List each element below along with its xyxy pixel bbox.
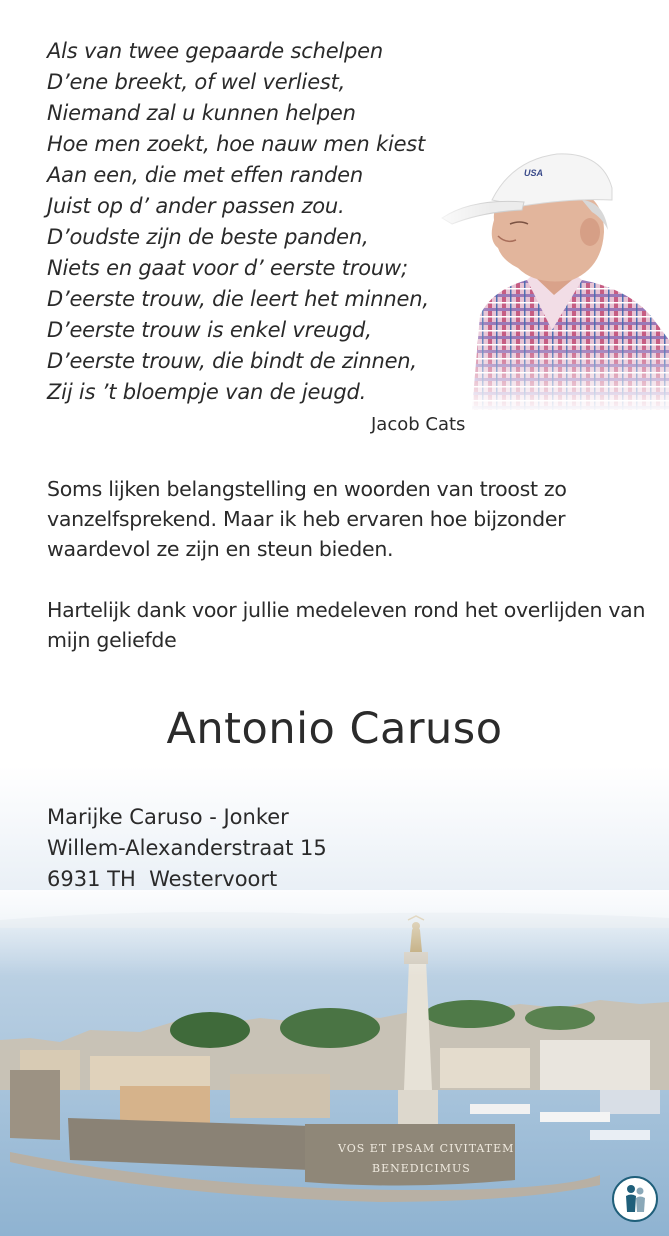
couple-logo-icon [612,1176,658,1222]
poem-author: Jacob Cats [371,414,466,435]
poem-line: Hoe men zoekt, hoe nauw men kiest [47,132,426,156]
poem-line: Niets en gaat voor d’ eerste trouw; [47,256,408,280]
poem-line: Niemand zal u kunnen helpen [47,101,356,125]
poem-line: Zij is ’t bloempje van de jeugd. [47,380,367,404]
thanks-paragraph-2: Hartelijk dank voor jullie medeleven rond het overlijden van mijn geliefde [47,598,646,652]
poem-line: D’ene breekt, of wel verliest, [47,70,346,94]
poem-line: D’eerste trouw, die bindt de zinnen, [47,349,417,373]
sender-city: 6931 TH Westervoort [47,867,278,891]
poem-line: Juist op d’ ander passen zou. [47,194,345,218]
poem-line: Als van twee gepaarde schelpen [47,39,384,63]
poem-line: D’eerste trouw is enkel vreugd, [47,318,372,342]
portrait-photo [432,140,669,410]
sender-address [47,802,327,895]
sender-street: Willem-Alexanderstraat 15 [47,836,327,860]
thanks-paragraph-1: Soms lijken belangstelling en woorden van troost zo vanzelfsprekend. Maar ik heb ervaren hoe bijzonder waardevol ze zijn en steun bieden. [47,477,567,561]
poem-line: D’oudste zijn de beste panden, [47,225,369,249]
sender-name: Marijke Caruso - Jonker [47,805,289,829]
harbour-monument-photo [0,890,669,1236]
deceased-name: Antonio Caruso [166,704,503,754]
poem-line: D’eerste trouw, die leert het minnen, [47,287,429,311]
poem-line: Aan een, die met effen randen [47,163,363,187]
poem [47,36,429,408]
